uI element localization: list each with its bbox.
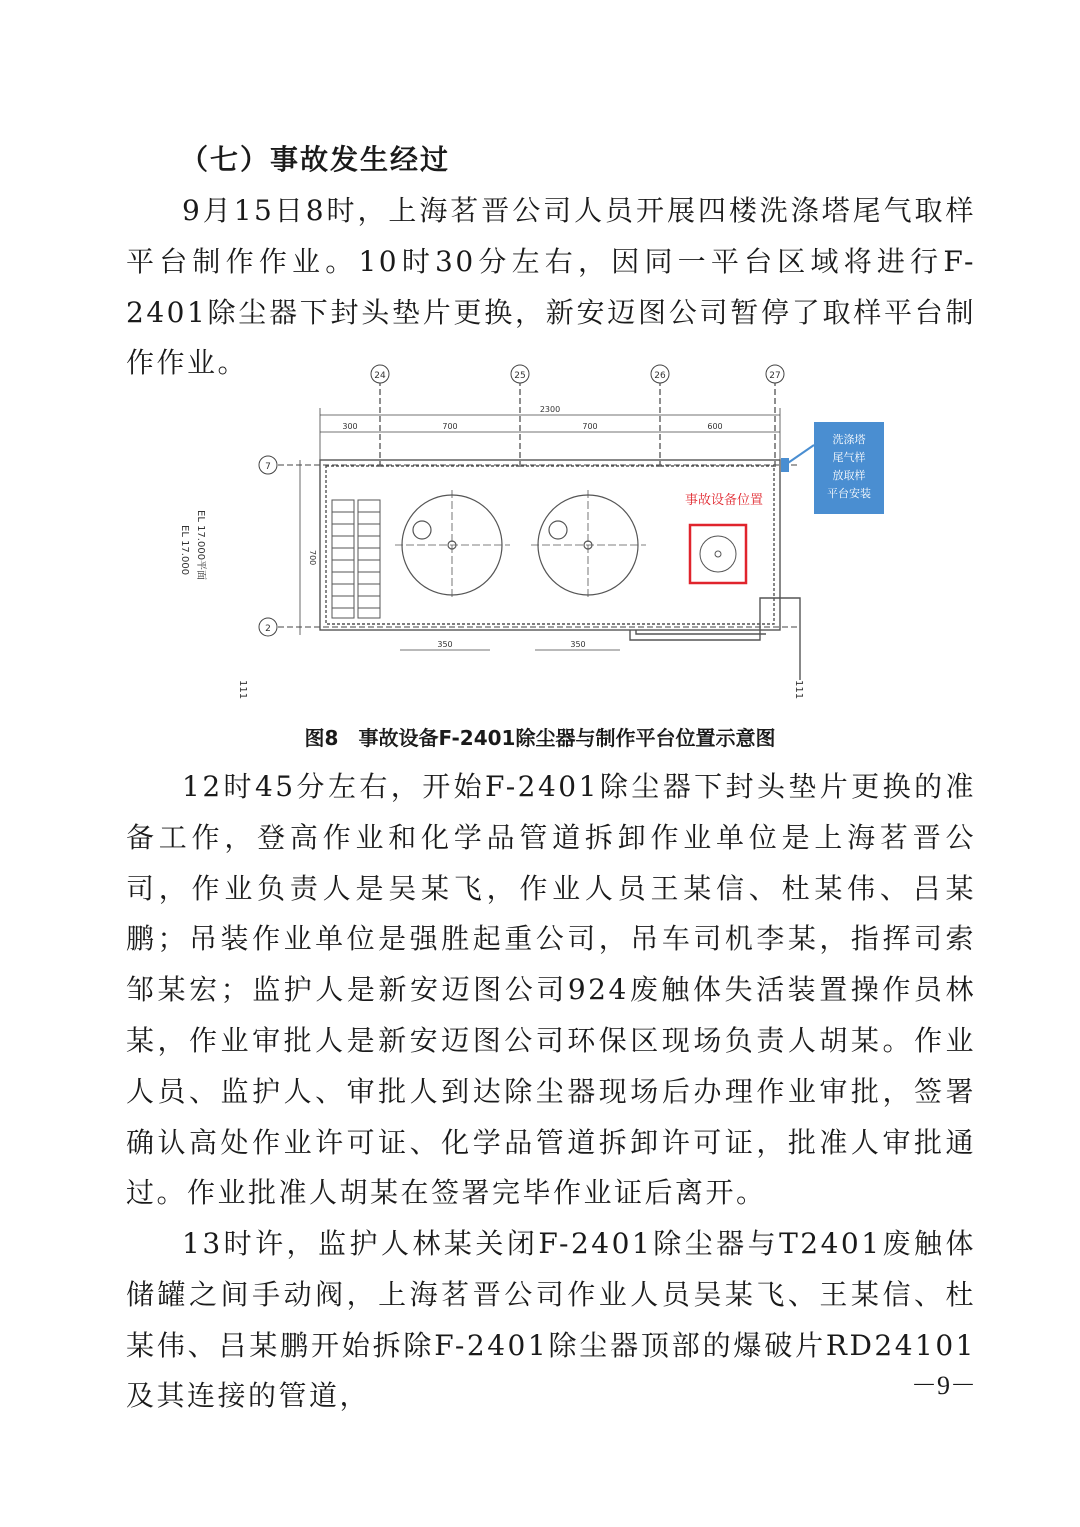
- dim-side: 700: [308, 550, 317, 566]
- callout-line: 洗涤塔: [832, 433, 866, 446]
- section-mark: 111: [793, 680, 804, 700]
- dim-segment: 700: [442, 422, 458, 431]
- callout-line: 放取样: [832, 469, 866, 482]
- staircase: [332, 500, 380, 618]
- paragraph-3-text: 13时许，监护人林某关闭F-2401除尘器与T2401废触体储罐之间手动阀，上海茗晋公司作业人员吴某飞、王某信、杜某伟、吕某鹏开始拆除F-2401除尘器顶部的爆破片RD24101及其连接的管道，: [126, 1227, 976, 1413]
- accident-label: 事故设备位置: [684, 493, 764, 508]
- vessel-1: [395, 490, 510, 600]
- dim-segment: 600: [707, 422, 723, 431]
- callout-box: [781, 422, 884, 514]
- grid-label: 2: [265, 624, 271, 634]
- paragraph-2: [126, 762, 976, 1219]
- callout-line: 尾气样: [832, 451, 866, 464]
- grid-label: 26: [654, 371, 666, 381]
- elevation-label: EL 17.000: [179, 525, 190, 576]
- elevation-label: EL 17.000平面: [195, 510, 206, 581]
- dim-segment: 700: [582, 422, 598, 431]
- accident-equipment: [685, 492, 763, 583]
- callout-line: 平台安装: [827, 487, 871, 500]
- grid-bubbles-top: [371, 365, 784, 383]
- dim-total: 2300: [539, 405, 561, 414]
- paragraph-1-text: 9月15日8时，上海茗晋公司人员开展四楼洗涤塔尾气取样平台制作作业。10时30分左右，因同一平台区域将进行F-2401除尘器下封头垫片更换，新安迈图公司暂停了取样平台制作作业。: [126, 194, 976, 380]
- section-heading: （七）事故发生经过: [180, 143, 451, 176]
- grid-label: 27: [769, 371, 781, 381]
- vessel-2: [531, 490, 646, 600]
- dim-bottom: 350: [570, 640, 586, 649]
- grid-label: 7: [265, 462, 271, 472]
- dim-segment: 300: [342, 422, 358, 431]
- dim-bottom: 350: [437, 640, 453, 649]
- figure-caption: 图8 事故设备F-2401除尘器与制作平台位置示意图: [304, 726, 776, 750]
- paragraph-2-text: 12时45分左右，开始F-2401除尘器下封头垫片更换的准备工作，登高作业和化学品管道拆卸作业单位是上海茗晋公司，作业负责人是吴某飞，作业人员王某信、杜某伟、吕某鹏；吊装作业单位是强胜起重公司，吊车司机李某，指挥司索邹某宏；监护人是新安迈图公司924废触体失活装置操作员林某，作业审批人是新安迈图公司环保区现场负责人胡某。作业人员、监护人、审批人到达除尘器现场后办理作业审批，签署确认高处作业许可证、化学品管道拆卸许可证，批准人审批通过。作业批准人胡某在签署完毕作业证后离开。: [126, 770, 976, 1210]
- grid-label: 25: [514, 371, 526, 381]
- section-mark: 111: [237, 680, 248, 700]
- paragraph-3: [126, 1219, 976, 1422]
- floor-plan-figure: [160, 350, 900, 710]
- page-number: －9－: [910, 1371, 976, 1400]
- grid-label: 24: [374, 371, 386, 381]
